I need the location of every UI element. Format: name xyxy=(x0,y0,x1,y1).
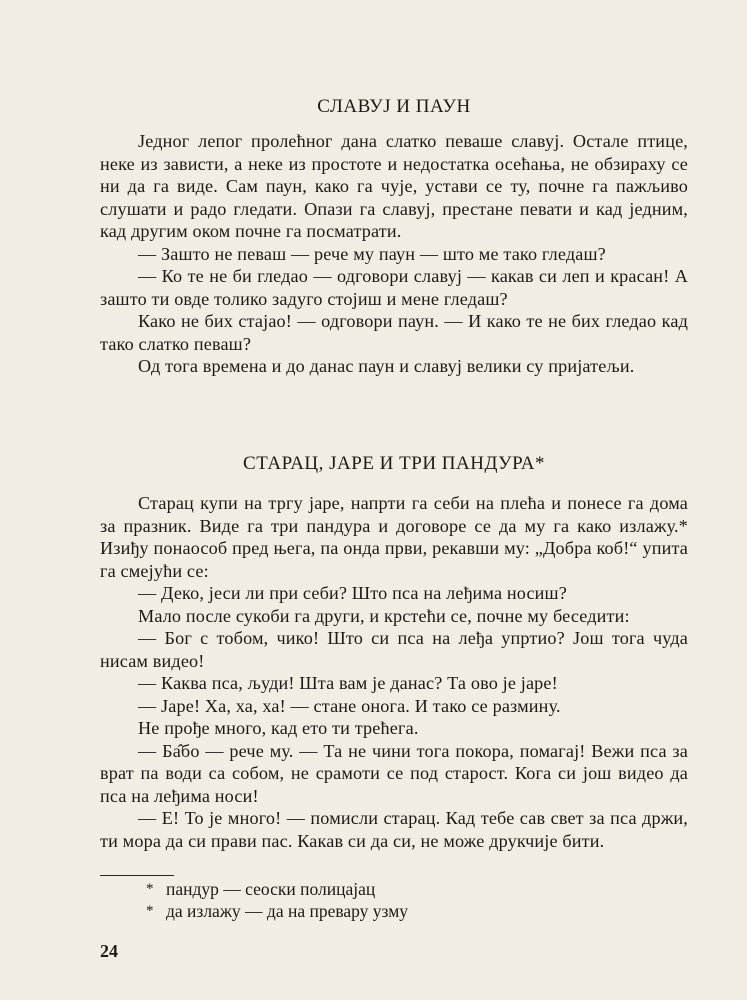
paragraph: — Ко те не би гледао — одговори славуј — какав си леп и красан! А зашто ти овде толико задуго стојиш и мене гледаш? xyxy=(100,266,688,309)
paragraph: — Зашто не певаш — рече му паун — што ме тако гледаш? xyxy=(138,243,606,264)
footnote xyxy=(146,900,408,922)
footnote-text: да излажу — да на превару узму xyxy=(166,901,409,921)
footnotes xyxy=(146,878,408,922)
paragraph: Од тога времена и до данас паун и славуј велики су пријатељи. xyxy=(138,356,635,376)
page-number: 24 xyxy=(100,941,118,961)
footnote-divider xyxy=(100,875,174,876)
paragraph: Мало после сукоби га други, и крстећи се, почне му беседити: xyxy=(138,605,630,626)
story-body-old-man-kid-and-gendarmes xyxy=(100,492,688,852)
paragraph: — Каква пса, људи! Шта вам је данас? Та ово је јаре! xyxy=(138,673,558,693)
paragraph: Како не бих стајао! — одговори паун. — И како те не бих гледао кад тако слатко певаш? xyxy=(100,311,688,354)
paragraph: Не прође много, кад ето ти трећега. xyxy=(138,718,419,738)
paragraph: — Деко, јеси ли при себи? Што пса на леђима носиш? xyxy=(138,583,567,603)
footnote-text: пандур — сеоски полицајац xyxy=(166,879,376,899)
paragraph: — Е! То је много! — помисли старац. Кад тебе сав свет за пса држи, ти мора да си прави пас. Какав си да си, не може друкчије бити. xyxy=(100,808,688,851)
story-title-nightingale-and-peacock: СЛАВУЈ И ПАУН xyxy=(317,96,471,117)
footnote-mark: * xyxy=(146,903,154,919)
paragraph: — Ба̂бо — рече му. — Та не чини тога покора, помагај! Вежи пса за врат па води са собом, не срамоти се под старост. Кога си још видео да пса на леђима носи! xyxy=(100,740,688,806)
paragraph: — Јаре! Ха, ха, ха! — стане онога. И тако се размину. xyxy=(138,695,561,716)
paragraph: Старац купи на тргу јаре, напрти га себи на плећа и понесе га дома за празник. Виде га три пандура и договоре се да му га како излажу.* Изиђу понаособ пред њега, па онда први, рекавши му: „Добра коб!“ упита га смејући се: xyxy=(100,493,688,581)
paragraph: — Бог с тобом, чико! Што си пса на леђа упртио? Још тога чуда нисам видео! xyxy=(100,628,688,671)
story-body-nightingale-and-peacock xyxy=(100,130,688,378)
footnote-mark: * xyxy=(146,881,154,897)
footnote xyxy=(146,878,408,900)
story-title-old-man-kid-and-gendarmes: СТАРАЦ, ЈАРЕ И ТРИ ПАНДУРА* xyxy=(243,453,545,474)
paragraph: Једног лепог пролећног дана слатко певаше славуј. Остале птице, неке из зависти, а неке из простоте и недостатка осећања, не обзираху се ни да га виде. Сам паун, како га чује, устави се ту, почне га пажљиво слушати и радо гледати. Опази га славуј, престане певати и кад једним, кад другим оком почне га посматрати. xyxy=(100,131,688,241)
